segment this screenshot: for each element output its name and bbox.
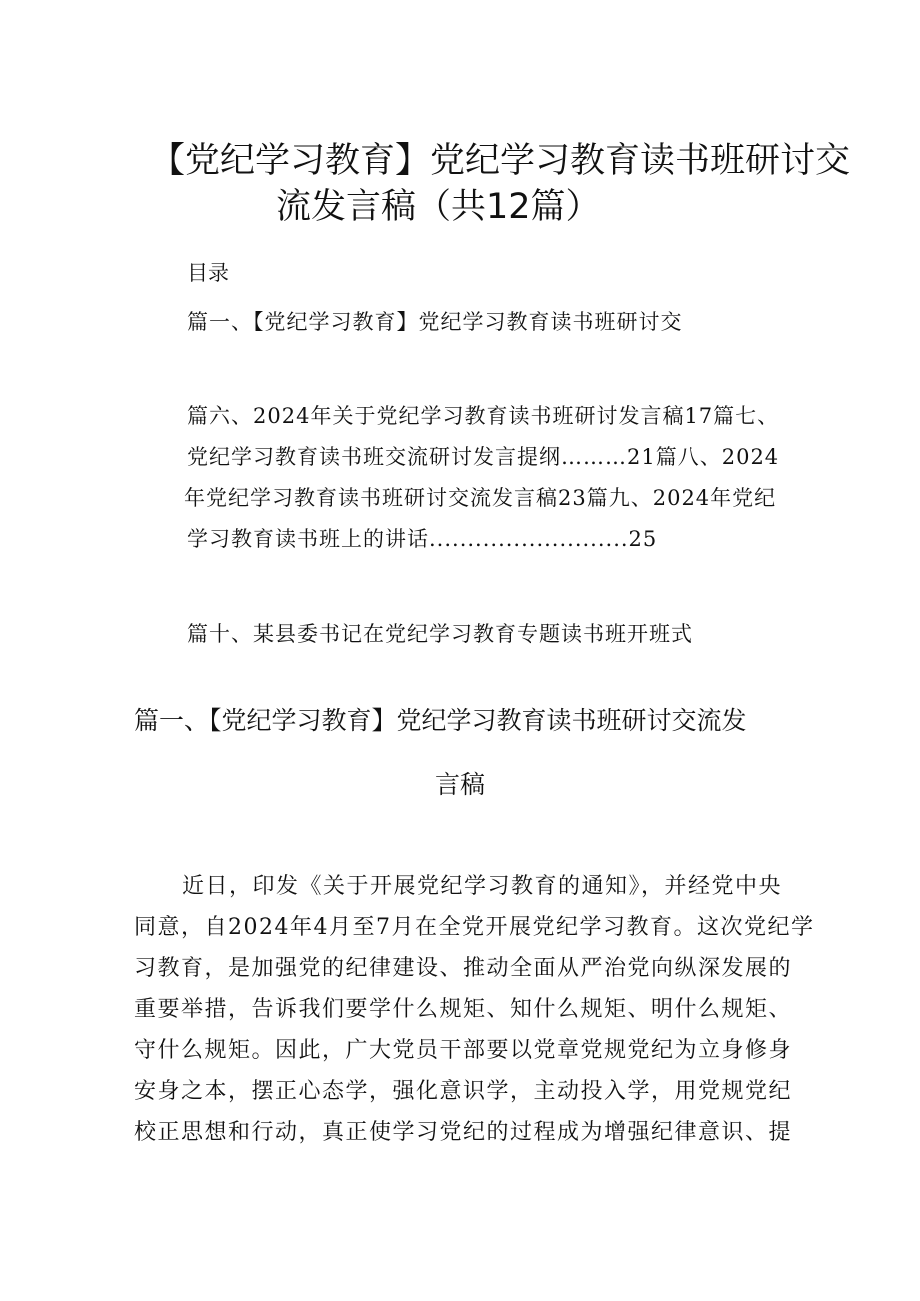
body-line: 近日，印发《关于开展党纪学习教育的通知》，并经党中央 (182, 874, 783, 899)
title-line-1: 【党纪学习教育】党纪学习教育读书班研讨交 (150, 141, 851, 181)
section-heading (0, 700, 920, 806)
toc-label: 目录 (187, 261, 229, 285)
toc-block-line[interactable]: 篇六、2024年关于党纪学习教育读书班研讨发言稿17篇七、 (187, 404, 780, 428)
body-line: 重要举措，告诉我们要学什么规矩、知什么规矩、明什么规矩、 (134, 997, 793, 1022)
body-line: 守什么规矩。因此，广大党员干部要以党章党规党纪为立身修身 (134, 1038, 793, 1063)
document-title (0, 138, 920, 230)
toc-entry-10[interactable]: 篇十、某县委书记在党纪学习教育专题读书班开班式 (187, 622, 693, 646)
body-line: 校正思想和行动，真正使学习党纪的过程成为增强纪律意识、提 (134, 1120, 793, 1145)
body-line: 安身之本，摆正心态学，强化意识学，主动投入学，用党规党纪 (134, 1079, 793, 1104)
title-line-2: 流发言稿（共12篇） (276, 187, 601, 227)
body-line: 同意，自2024年4月至7月在全党开展党纪学习教育。这次党纪学 (134, 915, 815, 940)
toc-block-line[interactable]: 年党纪学习教育读书班研讨交流发言稿23篇九、2024年党纪 (184, 486, 777, 510)
toc-entry-1[interactable]: 篇一、【党纪学习教育】党纪学习教育读书班研讨交 (187, 310, 683, 334)
toc-block-line[interactable]: 党纪学习教育读书班交流研讨发言提纲………21篇八、2024 (187, 445, 780, 469)
toc-block (184, 396, 797, 560)
section-heading-line-2: 言稿 (434, 770, 485, 799)
toc-block-line[interactable]: 学习教育读书班上的讲话..........................25 (187, 527, 658, 551)
section-heading-line-1: 篇一、【党纪学习教育】党纪学习教育读书班研讨交流发 (134, 706, 747, 735)
body-line: 习教育，是加强党的纪律建设、推动全面从严治党向纵深发展的 (134, 956, 793, 981)
body-paragraph (134, 866, 815, 1153)
